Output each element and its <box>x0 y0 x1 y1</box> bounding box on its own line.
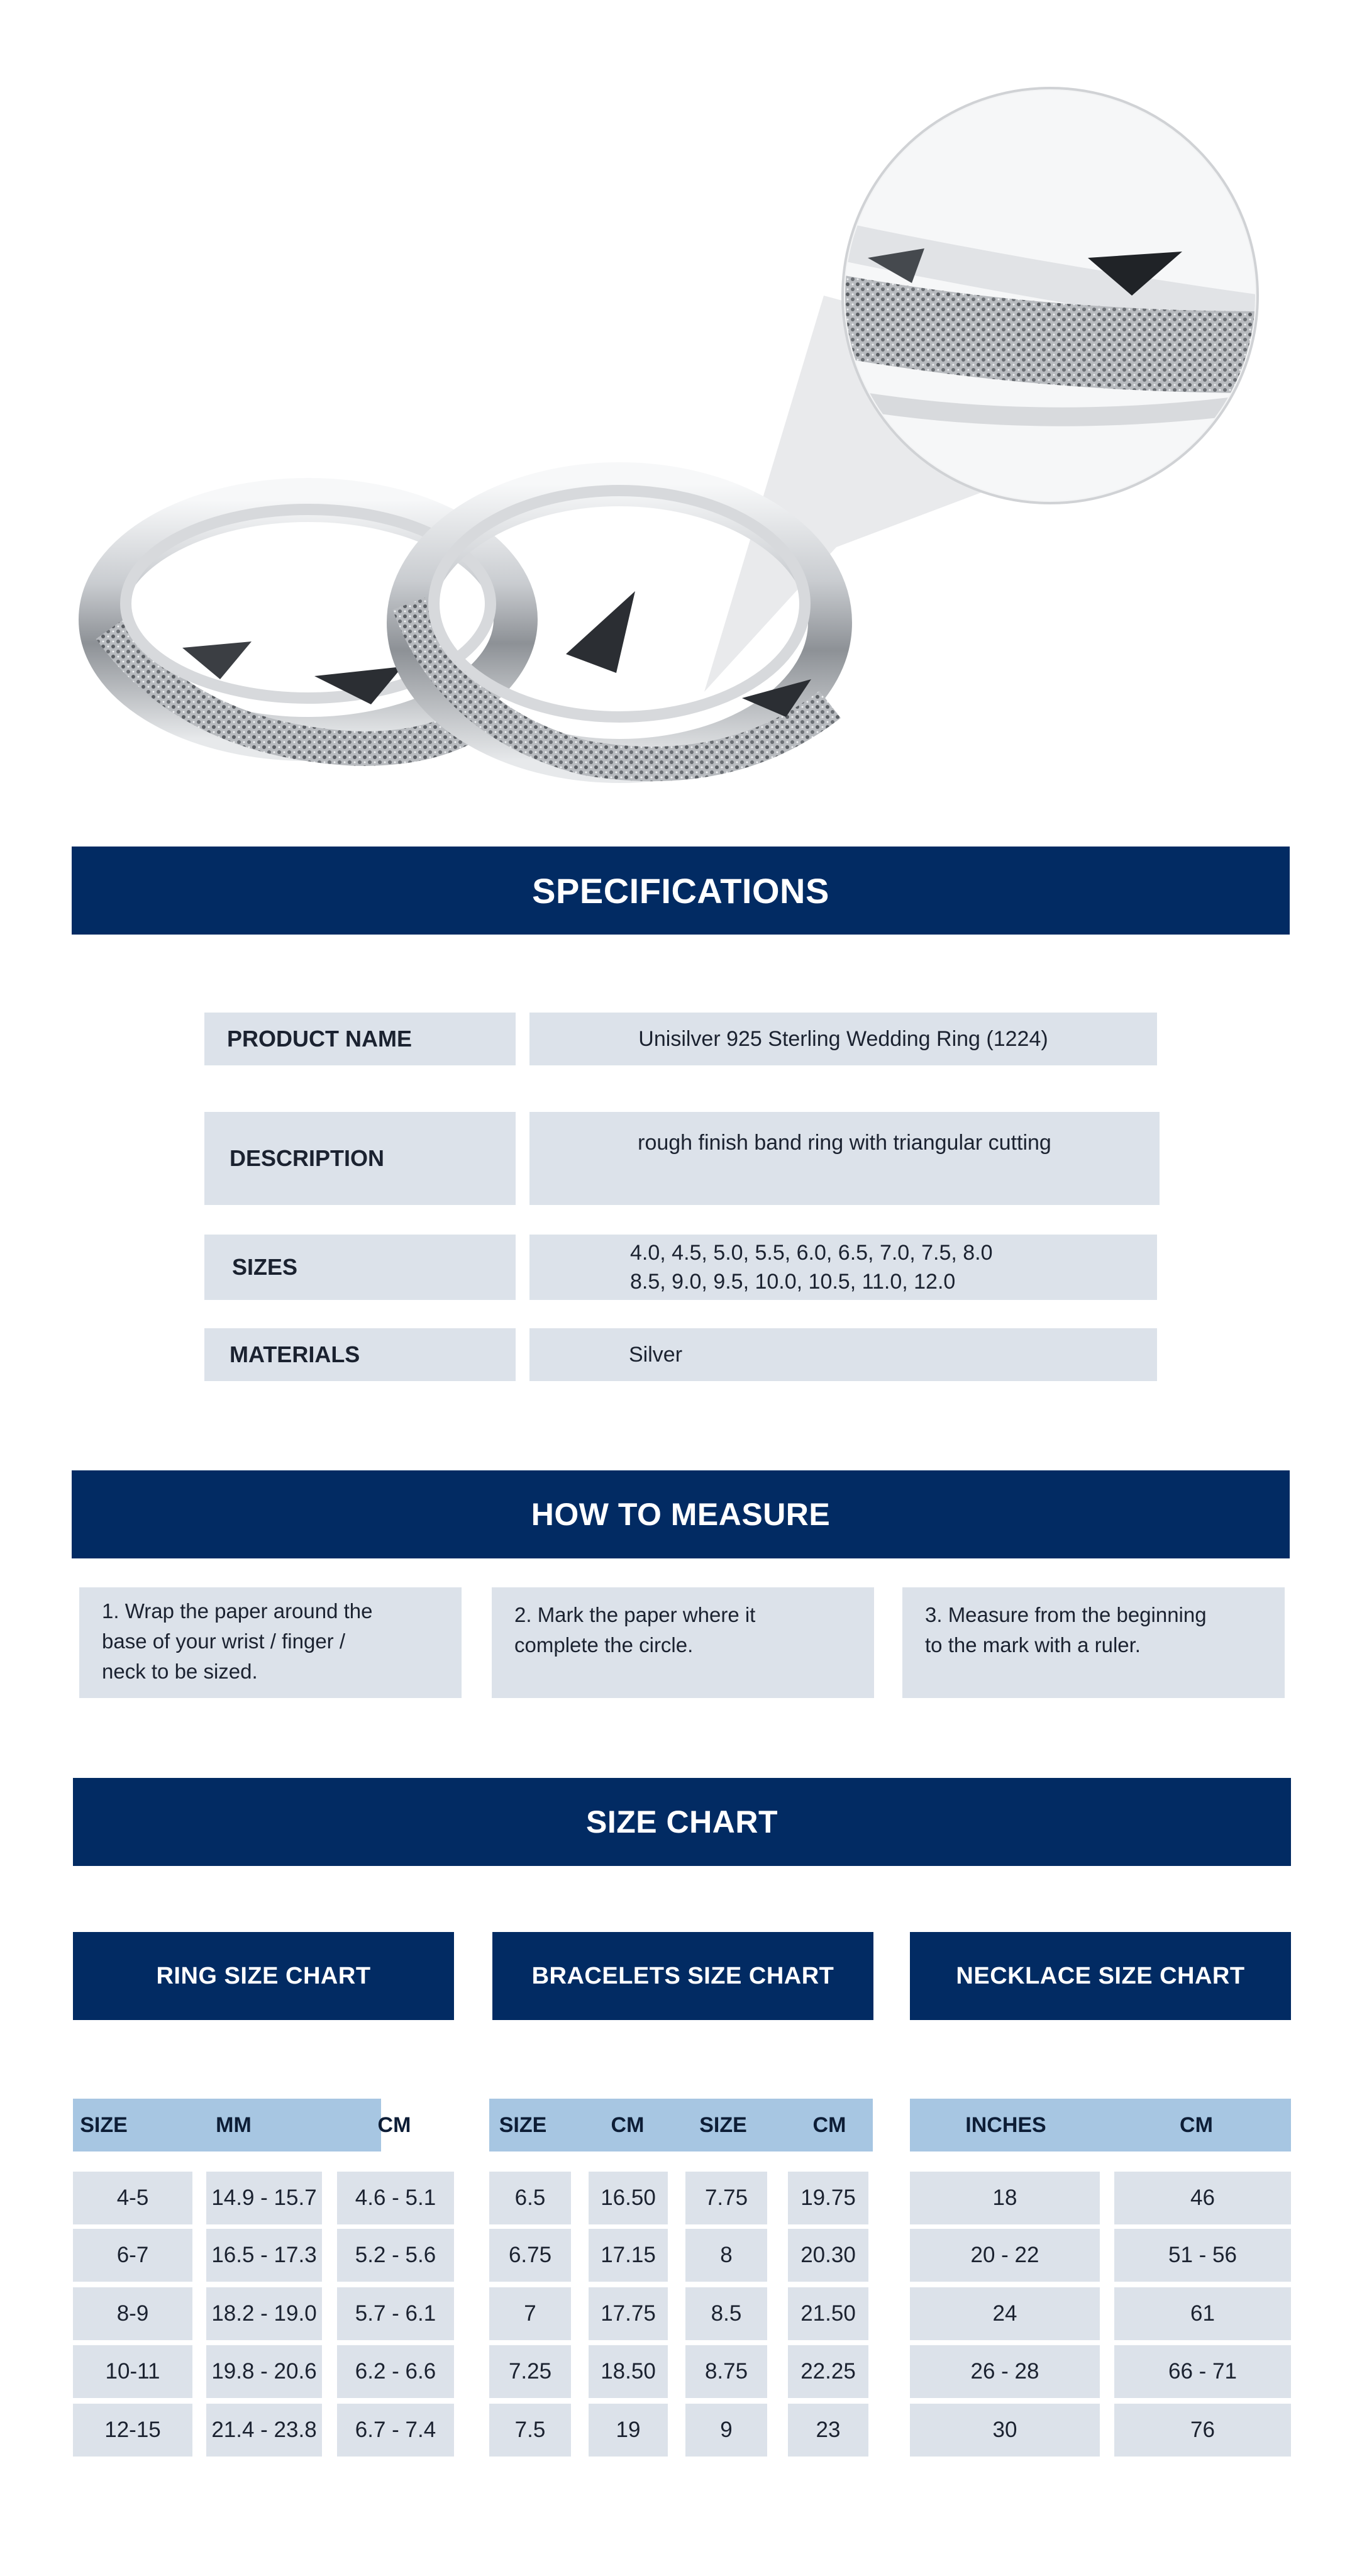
spec-label-sizes: SIZES <box>204 1235 516 1300</box>
necklace-table-cell: 30 <box>910 2404 1100 2457</box>
size-chart-banner: SIZE CHART <box>73 1778 1291 1866</box>
spec-value-sizes <box>529 1235 1157 1300</box>
ring-table-cell: 19.8 - 20.6 <box>206 2345 322 2398</box>
necklace-header-cell: CM <box>1180 2112 1213 2137</box>
measure-step-2-line-1: 2. Mark the paper where it <box>514 1603 756 1626</box>
ring-table-cell: 12-15 <box>73 2404 192 2457</box>
specifications-banner: SPECIFICATIONS <box>72 847 1290 935</box>
how-to-measure-banner: HOW TO MEASURE <box>72 1470 1290 1558</box>
bracelet-header-cell: SIZE <box>499 2112 547 2137</box>
measure-step-1-line-1: 1. Wrap the paper around the <box>102 1599 373 1623</box>
bracelet-table-cell: 7.75 <box>685 2172 767 2224</box>
necklace-table-cell: 76 <box>1114 2404 1291 2457</box>
bracelet-table-cell: 19 <box>589 2404 668 2457</box>
measure-step-2 <box>492 1587 874 1698</box>
ring-header-cell: SIZE <box>80 2112 128 2137</box>
bracelet-table-cell: 9 <box>685 2404 767 2457</box>
bracelet-table-cell: 22.25 <box>788 2345 868 2398</box>
necklace-table-cell: 61 <box>1114 2287 1291 2340</box>
bracelet-table-cell: 7.5 <box>489 2404 571 2457</box>
bracelet-header-cell: CM <box>611 2112 645 2137</box>
necklace-header-cell: INCHES <box>965 2112 1046 2137</box>
necklace-table-cell: 18 <box>910 2172 1100 2224</box>
spec-label-product-name: PRODUCT NAME <box>204 1013 516 1065</box>
bracelet-table-cell: 21.50 <box>788 2287 868 2340</box>
bracelet-table-cell: 23 <box>788 2404 868 2457</box>
necklace-table-cell: 24 <box>910 2287 1100 2340</box>
measure-step-1-line-2: base of your wrist / finger / <box>102 1629 345 1653</box>
ring-header-cell: MM <box>216 2112 252 2137</box>
ring-table-cell: 10-11 <box>73 2345 192 2398</box>
necklace-table-cell: 66 - 71 <box>1114 2345 1291 2398</box>
ring-table-cell: 6-7 <box>73 2229 192 2282</box>
sizes-line-2: 8.5, 9.0, 9.5, 10.0, 10.5, 11.0, 12.0 <box>630 1270 956 1294</box>
ring-table-cell: 5.7 - 6.1 <box>337 2287 454 2340</box>
measure-step-3 <box>902 1587 1285 1698</box>
measure-step-3-line-1: 3. Measure from the beginning <box>925 1603 1207 1626</box>
necklace-table-cell: 46 <box>1114 2172 1291 2224</box>
necklace-table-cell: 20 - 22 <box>910 2229 1100 2282</box>
bracelet-table-cell: 6.75 <box>489 2229 571 2282</box>
sizes-line-1: 4.0, 4.5, 5.0, 5.5, 6.0, 6.5, 7.0, 7.5, 8.0 <box>630 1241 993 1265</box>
ring-table-cell: 21.4 - 23.8 <box>206 2404 322 2457</box>
ring-table-cell: 4.6 - 5.1 <box>337 2172 454 2224</box>
bracelet-table-cell: 7 <box>489 2287 571 2340</box>
bracelet-table-cell: 17.15 <box>589 2229 668 2282</box>
bracelet-header-cell: SIZE <box>699 2112 747 2137</box>
bracelet-table-cell: 16.50 <box>589 2172 668 2224</box>
bracelet-table-cell: 7.25 <box>489 2345 571 2398</box>
ring-table-cell: 4-5 <box>73 2172 192 2224</box>
measure-step-1-line-3: neck to be sized. <box>102 1660 258 1683</box>
bracelet-table-cell: 18.50 <box>589 2345 668 2398</box>
bracelet-table-cell: 8.5 <box>685 2287 767 2340</box>
bracelet-table-cell: 8.75 <box>685 2345 767 2398</box>
bracelet-table-cell: 6.5 <box>489 2172 571 2224</box>
ring-table-cell: 8-9 <box>73 2287 192 2340</box>
spec-label-materials: MATERIALS <box>204 1328 516 1381</box>
necklace-table-cell: 51 - 56 <box>1114 2229 1291 2282</box>
ring-right <box>409 484 830 764</box>
ring-table-cell: 5.2 - 5.6 <box>337 2229 454 2282</box>
ring-size-chart-title: RING SIZE CHART <box>73 1932 454 2020</box>
bracelet-table-cell: 20.30 <box>788 2229 868 2282</box>
measure-step-2-line-2: complete the circle. <box>514 1633 694 1657</box>
ring-table-cell: 18.2 - 19.0 <box>206 2287 322 2340</box>
bracelet-table-cell: 8 <box>685 2229 767 2282</box>
ring-header-cell: CM <box>377 2112 411 2137</box>
ring-table-cell: 14.9 - 15.7 <box>206 2172 322 2224</box>
spec-value-materials: Silver <box>529 1328 1157 1381</box>
spec-label-description: DESCRIPTION <box>204 1112 516 1205</box>
bracelet-header-cell: CM <box>812 2112 846 2137</box>
bracelet-size-chart-title: BRACELETS SIZE CHART <box>492 1932 873 2020</box>
measure-step-3-line-2: to the mark with a ruler. <box>925 1633 1141 1657</box>
ring-table-cell: 16.5 - 17.3 <box>206 2229 322 2282</box>
spec-value-description: rough finish band ring with triangular cutting <box>529 1112 1160 1205</box>
bracelet-table-cell: 17.75 <box>589 2287 668 2340</box>
measure-step-1 <box>79 1587 462 1698</box>
ring-table-cell: 6.7 - 7.4 <box>337 2404 454 2457</box>
necklace-table-cell: 26 - 28 <box>910 2345 1100 2398</box>
bracelet-table-cell: 19.75 <box>788 2172 868 2224</box>
product-image <box>0 0 1357 836</box>
ring-table-cell: 6.2 - 6.6 <box>337 2345 454 2398</box>
spec-value-product-name: Unisilver 925 Sterling Wedding Ring (1224) <box>529 1013 1157 1065</box>
necklace-size-chart-title: NECKLACE SIZE CHART <box>910 1932 1291 2020</box>
